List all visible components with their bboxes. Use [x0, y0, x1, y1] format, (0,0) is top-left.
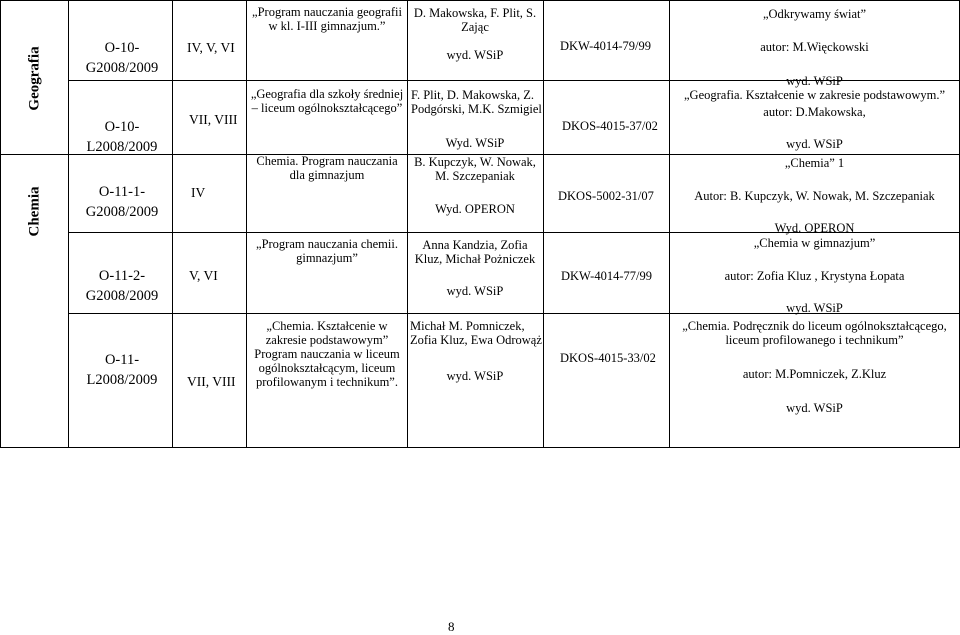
program-title: „Chemia. Kształcenie w zakresie podstawowym” Program nauczania w liceum ogólnokształcącym, liceum profilowanym i technikum”.: [254, 319, 400, 389]
program-publisher: wyd. WSiP: [446, 284, 504, 298]
page-number: 8: [448, 619, 455, 634]
program-title: Chemia. Program nauczania dla gimnazjum: [256, 154, 398, 182]
textbook-title: „Geografia. Kształcenie w zakresie podstawowym.”: [684, 88, 945, 102]
approval-number: DKOS-4015-37/02: [562, 119, 658, 133]
textbook-title: „Chemia. Podręcznik do liceum ogólnokształcącego, liceum profilowanego i technikum”: [682, 319, 947, 347]
program-title: „Program nauczania geografii w kl. I-III gimnazjum.”: [252, 5, 402, 33]
program-publisher: wyd. WSiP: [446, 369, 504, 383]
textbook-publisher: wyd. WSiP: [786, 137, 843, 151]
program-publisher: Wyd. WSiP: [445, 136, 505, 150]
approval-number: DKOS-5002-31/07: [558, 189, 654, 203]
program-title: „Program nauczania chemii. gimnazjum”: [256, 237, 398, 265]
approval-number: DKOS-4015-33/02: [560, 351, 656, 365]
textbook-title: „Chemia” 1: [784, 156, 845, 170]
textbook-author: Autor: B. Kupczyk, W. Nowak, M. Szczepaniak: [694, 189, 935, 203]
class-range: IV: [191, 185, 206, 200]
approval-number: DKW-4014-79/99: [560, 39, 651, 53]
textbook-publisher: wyd. WSiP: [786, 301, 843, 315]
textbook-publisher: wyd. WSiP: [786, 401, 843, 415]
textbook-publisher: wyd. WSiP: [786, 74, 843, 88]
class-range: V, VI: [189, 268, 218, 283]
program-authors: D. Makowska, F. Plit, S. Zając: [413, 6, 537, 34]
program-authors: B. Kupczyk, W. Nowak, M. Szczepaniak: [414, 155, 536, 183]
textbook-title: „Odkrywamy świat”: [762, 7, 867, 21]
class-range: VII, VIII: [187, 374, 236, 389]
class-range: VII, VIII: [189, 112, 238, 127]
textbook-author: autor: D.Makowska,: [763, 105, 866, 119]
program-code: O-10- G2008/2009: [85, 40, 159, 76]
program-publisher: Wyd. OPERON: [435, 202, 515, 216]
program-code: O-10- L2008/2009: [86, 119, 158, 155]
program-code: O-11- L2008/2009: [86, 352, 158, 388]
class-range: IV, V, VI: [187, 40, 235, 55]
program-title: „Geografia dla szkoły średniej – liceum ogólnokształcącego”: [250, 87, 404, 115]
textbook-publisher: Wyd. OPERON: [774, 221, 855, 235]
textbook-title: „Chemia w gimnazjum”: [753, 236, 876, 250]
program-authors: Anna Kandzia, Zofia Kluz, Michał Pożniczek: [414, 238, 536, 266]
textbook-author: autor: M.Pomniczek, Z.Kluz: [742, 367, 887, 381]
textbook-author: autor: M.Więckowski: [760, 40, 869, 54]
program-authors: Michał M. Pomniczek, Zofia Kluz, Ewa Odrowąż: [410, 319, 542, 347]
approval-number: DKW-4014-77/99: [561, 269, 652, 283]
subject-chemistry: Chemia: [26, 186, 43, 237]
program-code: O-11-2- G2008/2009: [85, 268, 159, 304]
subject-geography: Geografia: [26, 46, 43, 111]
program-authors: F. Plit, D. Makowska, Z. Podgórski, M.K. Szmigiel: [411, 88, 542, 116]
program-publisher: wyd. WSiP: [446, 48, 504, 62]
textbook-author: autor: Zofia Kluz , Krystyna Łopata: [724, 269, 905, 283]
program-code: O-11-1- G2008/2009: [85, 184, 159, 220]
